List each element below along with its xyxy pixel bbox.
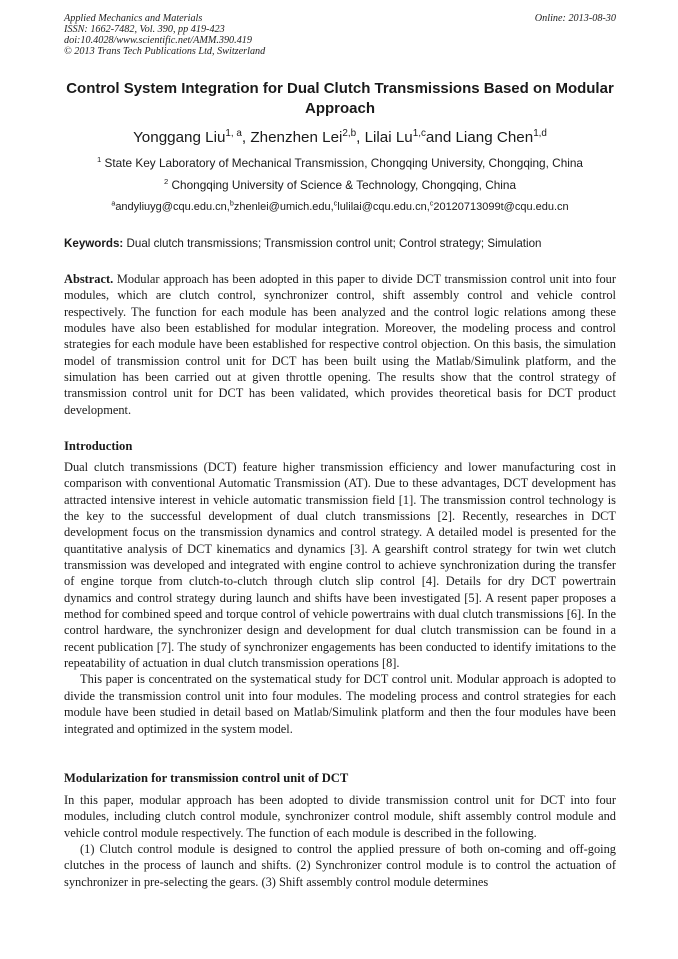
author-affil-mark: 2,b <box>342 127 357 139</box>
paragraph: In this paper, modular approach has been adopted to divide transmission control unit for DCT into four modules, including clutch control module, synchronizer control module, shift assembly control module and vehicle control module respectively. The function of each module is described in the following. <box>64 793 616 840</box>
section-heading-modularization: Modularization for transmission control unit of DCT <box>64 771 349 785</box>
email-mark: a <box>111 199 116 208</box>
author-affil-mark: 1, a <box>225 127 242 139</box>
online-date: Online: 2013-08-30 <box>534 13 616 24</box>
email-mark: c <box>333 199 338 208</box>
author-separator: , <box>241 129 251 146</box>
author-name: Liang Chen <box>455 129 534 146</box>
email-address: 20120713099t@cqu.edu.cn <box>433 201 569 213</box>
paragraph: This paper is concentrated on the systematical study for DCT control unit. Modular approach is adopted to divide the transmission control unit into four modules. The modeling process and control strategies for each module have been studied in detail based on Matlab/Simulink platform and then the four modules have been integrated and optimized in the system model. <box>64 672 616 736</box>
author-separator: and <box>425 129 456 146</box>
journal-issn: ISSN: 1662-7482, Vol. 390, pp 419-423 <box>64 24 225 35</box>
author-name: Yonggang Liu <box>133 129 226 146</box>
journal-name: Applied Mechanics and Materials <box>64 13 203 24</box>
keywords-line <box>64 236 616 251</box>
email-mark: c <box>429 199 434 208</box>
journal-doi: doi:10.4028/www.scientific.net/AMM.390.419 <box>64 35 252 46</box>
affiliation-text: Chongqing University of Science & Technology, Chongqing, China <box>171 178 517 192</box>
author-affil-mark: 1,c <box>412 127 426 139</box>
abstract <box>64 271 616 418</box>
paragraph: Dual clutch transmissions (DCT) feature higher transmission efficiency and lower manufacturing cost in comparison with conventional Automatic Transmission (AT). Due to these advantages, DCT development has attracted intensive interest in vehicle automatic transmission field [1]. The transmission control technology is the key to the successful development of dual clutch transmissions [2]. Recently, researches in DCT development focus on the transmission dynamics and control strategy. A detailed model is presented for the quantitative analysis of DCT kinematics and dynamics [3]. A gearshift control strategy for twin wet clutch transmission was developed and integrated with engine control to achieve synchronization during the transfer of engine torque from clutch-to-clutch through clutch slip control [4]. Details for dry DCT powertrain dynamics and control strategy during launch and shifts have been investigated [5]. A resent paper proposes a method for combined speed and torque control of vehicle powertrains with dual clutch transmissions [6]. In the control hardware, the synchronizer design and development for dual clutch transmission can be found in a recent publication [7]. The study of synchronizer engagements has been conducted to identify imitations to the repeatability of actuation in dual clutch transmission operations [8]. <box>64 460 616 671</box>
journal-copyright: © 2013 Trans Tech Publications Ltd, Switzerland <box>64 46 266 57</box>
paper-title: Control System Integration for Dual Clutch Transmissions Based on Modular Approach <box>66 80 614 117</box>
author-affil-mark: 1,d <box>533 127 547 139</box>
author-separator: , <box>356 129 365 146</box>
email-address: lulilai@cqu.edu.cn, <box>337 201 430 213</box>
abstract-label: Abstract. <box>64 272 114 286</box>
author-name: Zhenzhen Lei <box>250 129 343 146</box>
author-emails <box>64 200 616 215</box>
affiliation-2 <box>64 178 616 193</box>
author-list <box>64 128 616 148</box>
email-mark: b <box>229 199 234 208</box>
introduction-body <box>64 459 616 737</box>
affiliation-mark: 1 <box>96 155 102 165</box>
affiliation-text: State Key Laboratory of Mechanical Transmission, Chongqing University, Chongqing, China <box>104 156 583 170</box>
journal-header <box>64 13 265 57</box>
author-name: Lilai Lu <box>364 129 413 146</box>
keywords-text: Dual clutch transmissions; Transmission control unit; Control strategy; Simulation <box>123 237 542 250</box>
keywords-label: Keywords: <box>64 237 124 250</box>
email-address: zhenlei@umich.edu, <box>233 201 334 213</box>
modularization-body <box>64 792 616 890</box>
affiliation-mark: 2 <box>163 177 169 187</box>
abstract-text: Modular approach has been adopted in this paper to divide DCT transmission control unit into four modules, which are clutch control, synchronizer control, shift assembly control and vehicle control respectively. The function for each module has been analyzed and the control logic relations among these modules have also been established for modular integration. Moreover, the modeling process and control strategies for each module have been established for respective control objection. On this basis, the simulation model of transmission control unit for DCT has been built using the Matlab/Simulink platform, and the simulation has been carried out at given throttle opening. The results show that the control strategy of transmission control unit for DCT has been validated, which provides theoretical basis for DCT product development. <box>64 272 616 417</box>
affiliation-1 <box>64 156 616 171</box>
section-heading-introduction: Introduction <box>64 439 133 453</box>
email-address: andyliuyg@cqu.edu.cn, <box>115 201 230 213</box>
paragraph: (1) Clutch control module is designed to control the applied pressure of both on-coming and off-going clutches in the process of launch and shifts. (2) Synchronizer control module is to control the actuation of synchronizer in pre-selecting the gears. (3) Shift assembly control module determines <box>64 842 616 889</box>
